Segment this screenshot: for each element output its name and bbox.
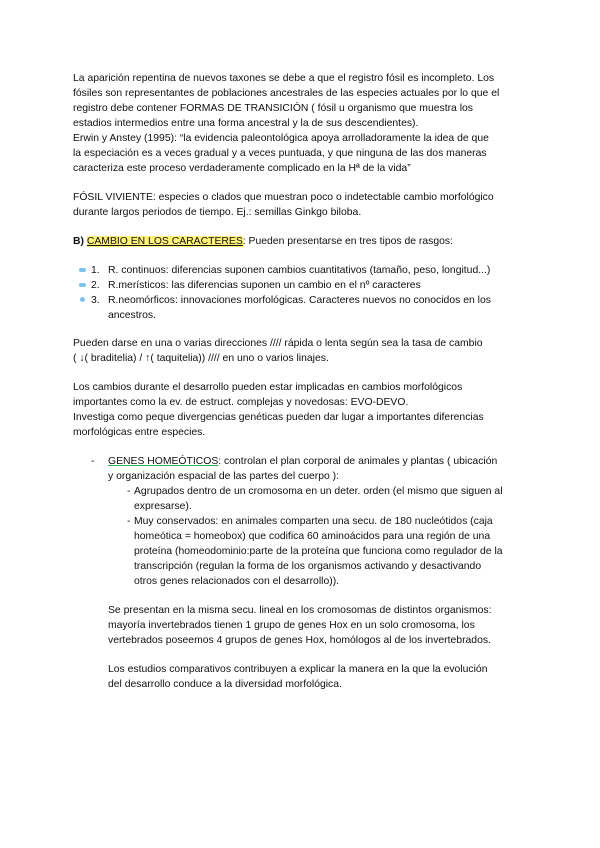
para4-line: Investiga como peque divergencias genéticas pueden dar lugar a importantes diferencias [73,412,484,423]
genes-heading [108,454,497,469]
list-number: 3. [91,295,100,306]
sub-item-line: transcripción (regulan la forma de los organismos activando y desactivando [134,561,482,572]
para4-line: importantes como la ev. de estruct. complejas y novedosas: EVO-DEVO. [73,397,409,408]
para1-line: caracteriza este proceso verdaderamente complicado en la Hª de la vida” [73,163,411,174]
section-b-rest: : Pueden presentarse en tres tipos de rasgos: [242,236,453,247]
sub-dash: - [127,516,131,527]
list-item-text: R.merísticos: las diferencias suponen un cambio en el nº caracteres [108,280,421,291]
para5-line: Se presentan en la misma secu. lineal en los cromosomas de distintos organismos: [108,605,492,616]
list-bullet-icon [79,283,86,287]
para2-line: durante largos periodos de tiempo. Ej.: semillas Ginkgo biloba. [73,207,362,218]
para5-line: vertebrados poseemos 4 grupos de genes Hox, homólogos al de los invertebrados. [108,635,491,646]
sub-item-line: Agrupados dentro de un cromosoma en un deter. orden (el mismo que siguen al [134,486,503,497]
section-b-prefix: B) [73,236,87,247]
para1-line: fósiles son representantes de poblaciones ancestrales de las especies actuales por lo que el [73,88,500,99]
para6-line: del desarrollo conduce a la diversidad morfológica. [108,679,342,690]
list-number: 1. [91,265,100,276]
genes-line2: y organización espacial de las partes del cuerpo ): [108,471,340,482]
para1-line: La aparición repentina de nuevos taxones se debe a que el registro fósil es incompleto. Los [73,73,495,84]
sub-item-line: Muy conservados: en animales comparten una secu. de 180 nucleótidos (caja [134,516,493,527]
sub-item-line: otros genes relacionados con el desarrollo)). [134,576,340,587]
para1-line: Erwin y Anstey (1995): “la evidencia paleontológica apoya arrolladoramente la idea de que [73,133,489,144]
list-item-text: R. continuos: diferencias suponen cambios cuantitativos (tamaño, peso, longitud...) [108,265,491,276]
sub-item-line: expresarse). [134,501,192,512]
para3-line: ( ↓( braditelia) / ↑( taquitelia)) //// en uno o varios linajes. [73,353,329,364]
list-number: 2. [91,280,100,291]
para5-line: mayoría invertebrados tienen 1 grupo de genes Hox en un solo cromosoma, los [108,620,475,631]
genes-rest: : controlan el plan corporal de animales y plantas ( ubicación [218,456,498,467]
list-bullet-icon [79,268,86,272]
section-b-title: CAMBIO EN LOS CARACTERES [86,236,243,247]
para1-line: la especiación es a veces gradual y a veces puntuada, y que ninguna de las dos maneras [73,148,487,159]
list-item-text: R.neomórficos: innovaciones morfológicas. Caracteres nuevos no conocidos en los [108,295,491,306]
para1-line: registro debe contener FORMAS DE TRANSICIÓN ( fósil u organismo que muestra los [73,103,473,114]
para1-line: estadios intermedios entre una forma ancestral y la de sus descendientes). [73,118,419,129]
para4-line: morfológicas entre especies. [73,427,206,438]
sub-item-line: proteína (homeodominio:parte de la proteína que funciona como regulador de la [134,546,503,557]
sub-item-line: homeótica = homeobox) que codifica 60 aminoácidos para una región de una [134,531,491,542]
para6-line: Los estudios comparativos contribuyen a explicar la manera en la que la evolución [108,664,488,675]
para2-line: FÓSIL VIVIENTE: especies o clados que muestran poco o indetectable cambio morfológico [73,192,494,203]
para3-line: Pueden darse en una o varias direcciones //// rápida o lenta según sea la tasa de cambio [73,338,483,349]
para4-line: Los cambios durante el desarrollo pueden estar implicadas en cambios morfológicos [73,382,463,393]
list-item-text: ancestros. [108,310,156,321]
genes-dash: - [91,456,95,467]
sub-dash: - [127,486,131,497]
list-bullet-icon [80,297,85,302]
genes-title: GENES HOMEÓTICOS [108,456,219,467]
section-b-heading [73,234,453,249]
